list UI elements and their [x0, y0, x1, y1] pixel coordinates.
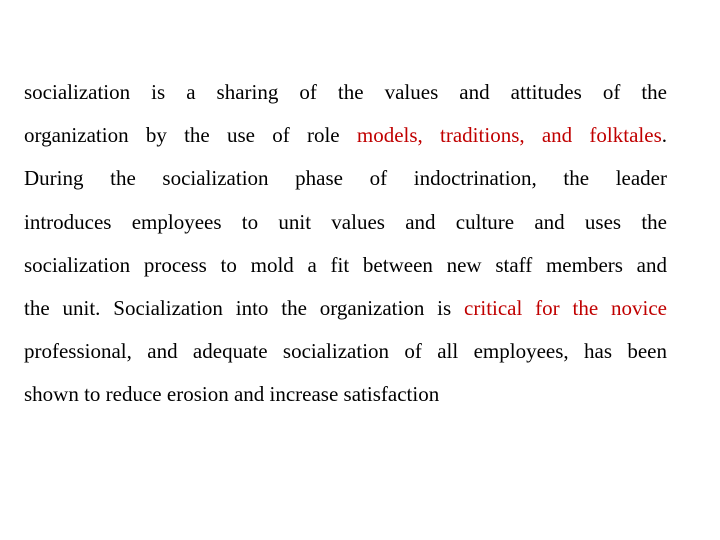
line-6-text: the unit. Socialization into the organization is [24, 295, 465, 320]
line-2-period: . [661, 123, 667, 148]
body-paragraph [24, 71, 667, 417]
paragraph-line-7: professional, and adequate socialization of all employees, has been [24, 339, 667, 364]
highlighted-phrase-critical-for-novice: critical for the novice [464, 295, 667, 320]
paragraph-line-3: During the socialization phase of indoctrination, the leader [24, 166, 667, 191]
paragraph-line-2 [24, 114, 667, 157]
paragraph-line-5: socialization process to mold a fit between new staff members and [24, 252, 667, 277]
paragraph-line-1: socialization is a sharing of the values and attitudes of the [24, 80, 667, 104]
paragraph-line-4: introduces employees to unit values and culture and uses the [24, 209, 667, 234]
line-2-text: organization by the use of role [24, 123, 357, 148]
paragraph-line-8: shown to reduce erosion and increase satisfaction [24, 382, 440, 407]
highlighted-phrase-models-traditions-folktales: models, traditions, and folktales [356, 123, 662, 148]
paragraph-line-6 [24, 287, 667, 330]
